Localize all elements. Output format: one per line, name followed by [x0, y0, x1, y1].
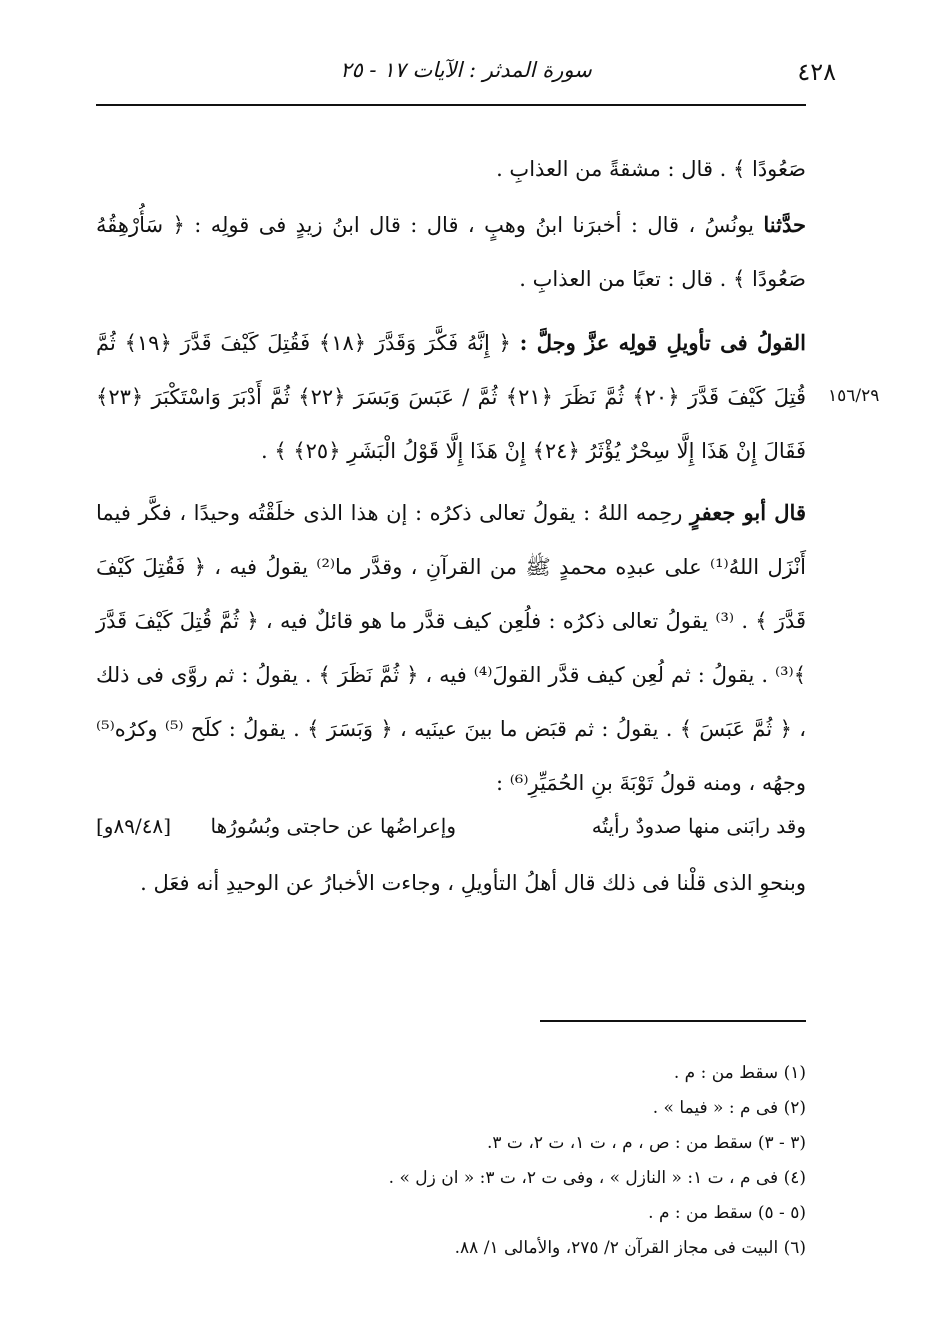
running-title: سورة المدثر : الآيات ١٧ - ٢٥ — [340, 58, 592, 82]
paragraph-4-text: رحِمه اللهُ : يقولُ تعالى ذكرُه : إن هذا الذى خلَقْتُه وحيدًا ، فكَّر فيما أَنْزَل اللهُ⁽¹⁾ على عبدِه محمدٍ ﷺ من القرآنِ ، وقدَّر ما⁽²⁾ يقولُ فيه ، ﴿ فَقُتِلَ كَيْفَ قَدَّرَ ﴾ . ⁽³⁾ يقولُ تعالى ذكرُه : فلُعِن كيف قدَّر ما هو قائلٌ فيه ، ﴿ ثُمَّ قُتِلَ كَيْفَ قَدَّرَ ﴾⁽³⁾ . يقولُ : ثم لُعِن كيف قدَّر القولَ⁽⁴⁾ فيه ، ﴿ ثُمَّ نَظَرَ ﴾ . يقولُ : ثم روَّى فى ذلك ، ﴿ ثُمَّ عَبَسَ ﴾ . يقولُ : ثم قبَض ما بينَ عينَيه ، ﴿ وَبَسَرَ ﴾ . يقولُ : كلَح ⁽⁵⁾ وكرُه⁽⁵⁾ وجهُه ، ومنه قولُ تَوْبَةَ بنِ الحُمَيِّرِ⁽⁶⁾ : — [96, 501, 807, 795]
paragraph-4-lead: قال أبو جعفرٍ — [690, 500, 806, 525]
paragraph-1: صَعُودًا ﴾ . قال : مشقةً من العذابِ . — [496, 157, 806, 181]
footnote: (٦) البيت فى مجاز القرآن ٢/ ٢٧٥، والأمالى ١/ ٨٨. — [454, 1238, 806, 1258]
footnote: (٣ - ٣) سقط من : ص ، م ، ت ١، ت ٢، ت ٣. — [486, 1133, 806, 1153]
header-rule — [96, 104, 806, 106]
page-number: ٤٢٨ — [797, 58, 836, 86]
quran-verses: ﴿ إِنَّهُ فَكَّرَ وَقَدَّرَ ﴿١٨﴾ فَقُتِلَ كَيْفَ قَدَّرَ ﴿١٩﴾ ثُمَّ قُتِلَ كَيْفَ قَدَّرَ ﴿٢٠﴾ ثُمَّ نَظَرَ ﴿٢١﴾ ثُمَّ / عَبَسَ وَبَسَرَ ﴿٢٢﴾ ثُمَّ أَدْبَرَ وَاسْتَكْبَرَ ﴿٢٣﴾ فَقَالَ إِنْ هَذَا إِلَّا سِحْرٌ يُؤْثَرُ ﴿٢٤﴾ إِنْ هَذَا إِلَّا قَوْلُ الْبَشَرِ ﴿٢٥﴾ ﴾ . — [96, 331, 806, 463]
paragraph-4 — [96, 486, 806, 810]
paragraph-5: وبنحوِ الذى قلْنا فى ذلك قال أهلُ التأويلِ ، وجاءت الأخبارُ عن الوحيدِ أنه فعَل . — [140, 871, 806, 895]
footnotes — [96, 1056, 806, 1266]
margin-reference: ١٥٦/٢٩ — [828, 386, 880, 406]
paragraph-3 — [96, 316, 806, 478]
footnote: (٤) فى م ، ت ١: « النازل » ، وفى ت ٢، ت ٣: « ان زل » . — [388, 1168, 806, 1188]
footnote-rule — [540, 1020, 806, 1022]
footnote: (٢) فى م : « فيما » . — [652, 1098, 806, 1118]
footnote: (٥ - ٥) سقط من : م . — [648, 1203, 806, 1223]
page-header — [96, 52, 836, 96]
manuscript-reference: [٨٩/٤٨و] — [96, 814, 171, 838]
verse-hemistich-2: وإعراضُها عن حاجتى وبُسُورُها — [210, 814, 456, 838]
section-heading: القولُ فى تأويلِ قولِه عزَّ وجلَّ : — [519, 330, 806, 355]
paragraph-2 — [96, 198, 806, 306]
paragraph-2-text: يونُسُ ، قال : أخبرَنا ابنُ وهبٍ ، قال : قال ابنُ زيدٍ فى قولِه : ﴿ سَأُرْهِقُهُ صَعُودًا ﴾ . قال : تعبًا من العذابِ . — [96, 213, 806, 291]
footnote: (١) سقط من : م . — [673, 1063, 806, 1083]
verse-hemistich-1: وقد رابَنى منها صدودٌ رأيتُه — [591, 814, 806, 838]
paragraph-2-lead: حدَّثنا — [763, 212, 806, 237]
poetry-verse — [96, 810, 806, 850]
